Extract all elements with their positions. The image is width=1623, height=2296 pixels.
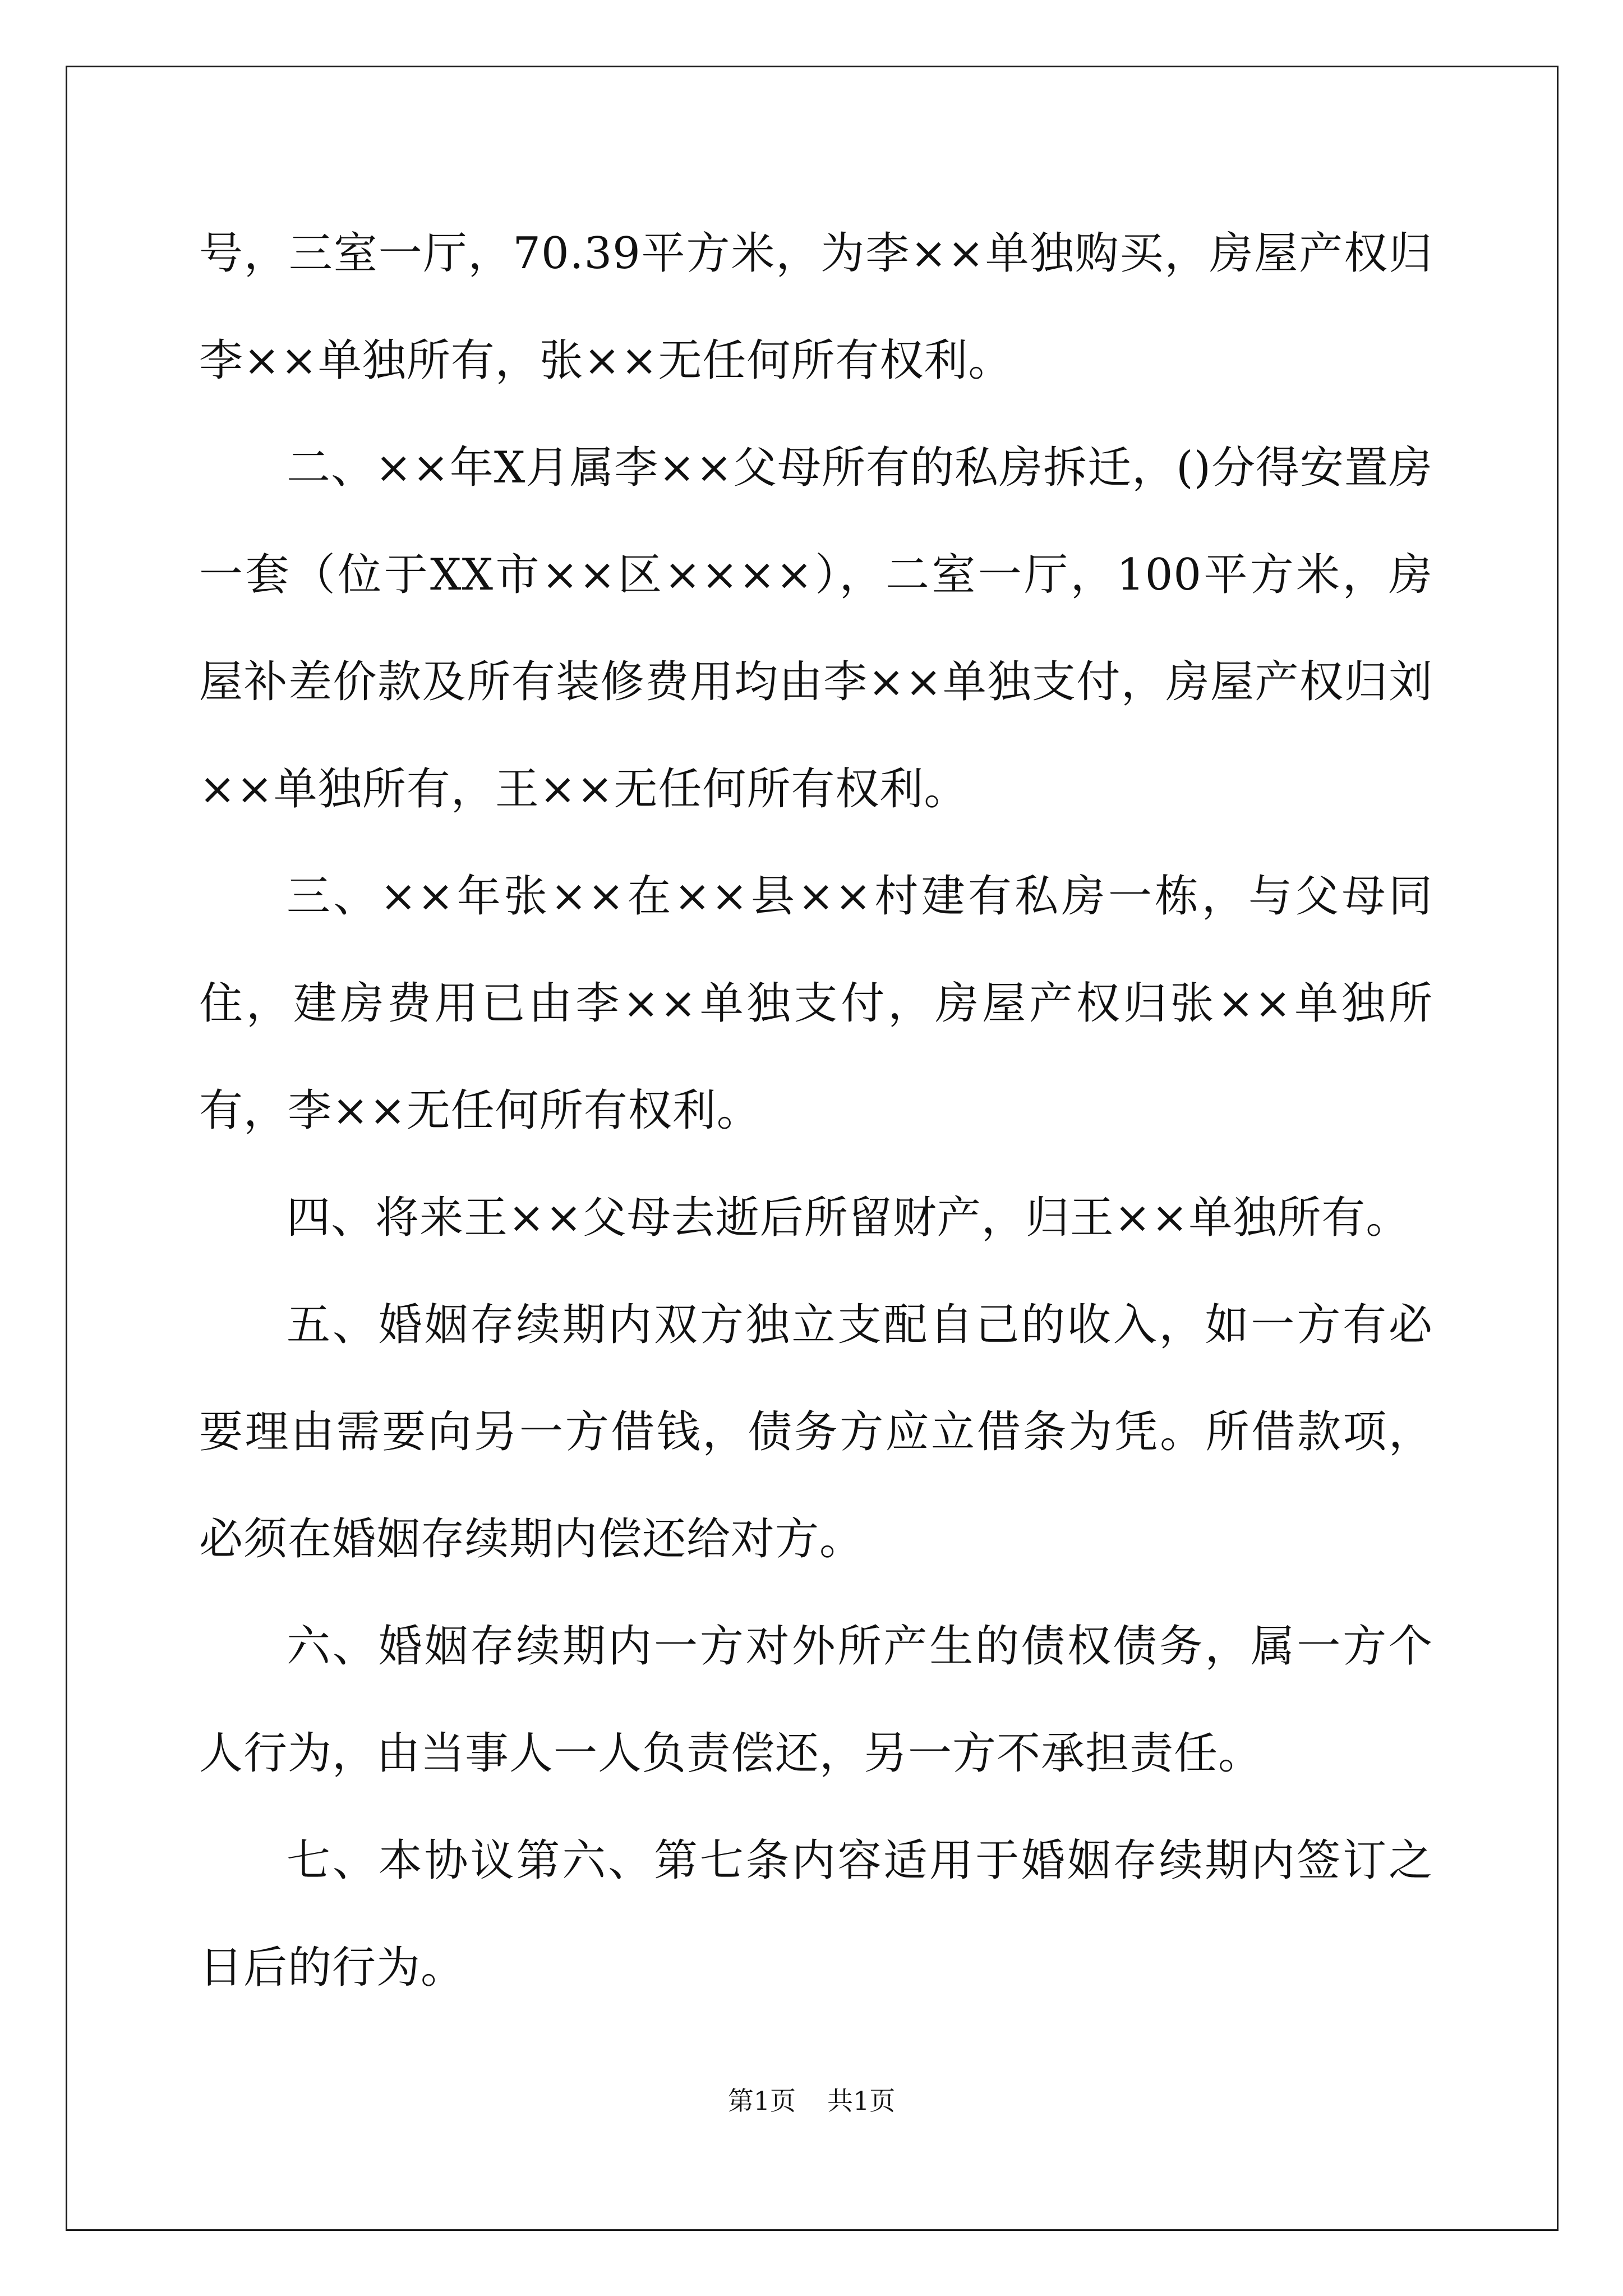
paragraph-7: 七、本协议第六、第七条内容适用于婚姻存续期内签订之日后的行为。 <box>199 1835 1433 1993</box>
paragraph-2: 二、××年X月属李××父母所有的私房拆迁，()分得安置房一套（位于XX市××区××××），二室一厅，100平方米，房屋补差价款及所有装修费用均由李××单独支付，房屋产权归刘××单独所有，王××无任何所有权利。 <box>199 443 1433 815</box>
page-number: 第1页 <box>727 2086 796 2116</box>
paragraph-4: 四、将来王××父母去逝后所留财产，归王××单独所有。 <box>287 1193 1410 1243</box>
page-total: 共1页 <box>827 2086 896 2116</box>
paragraph-6: 六、婚姻存续期内一方对外所产生的债权债务，属一方个人行为，由当事人一人负责偿还，另一方不承担责任。 <box>199 1621 1433 1779</box>
paragraph-5: 五、婚姻存续期内双方独立支配自己的收入，如一方有必要理由需要向另一方借钱，债务方应立借条为凭。所借款项，必须在婚姻存续期内偿还给对方。 <box>199 1300 1433 1565</box>
page-footer <box>0 2084 1623 2118</box>
document-body <box>199 200 1433 2022</box>
paragraph-3: 三、××年张××在××县××村建有私房一栋，与父母同住，建房费用已由李××单独支付，房屋产权归张××单独所有，李××无任何所有权利。 <box>199 871 1433 1136</box>
paragraph-1: 号，三室一厅，70.39平方米，为李××单独购买，房屋产权归李××单独所有，张××无任何所有权利。 <box>199 228 1433 386</box>
